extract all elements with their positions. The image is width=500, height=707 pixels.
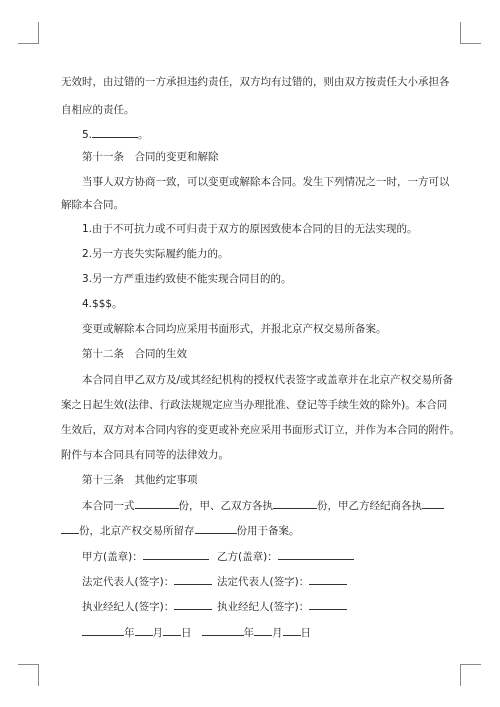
date-month-field[interactable] [254,624,272,636]
article-12-heading: 第十二条 合同的生效 [82,348,187,360]
text-line: 生效后，双方对本合同内容的变更或补充应采用书面形式订立，并作为本合同的附件。 [61,424,460,436]
broker-a-label: 执业经纪人(签字)： [82,601,175,613]
text-line: 附件与本合同具有同等的法律效力。 [61,449,229,461]
item-5-end: 。 [138,129,149,141]
blank-field[interactable] [61,522,79,534]
blank-field[interactable] [135,497,179,509]
item-5-number: 5. [82,129,93,141]
crop-mark-br-h [460,664,481,665]
crop-mark-tl-v [38,22,39,44]
signature-field[interactable] [174,573,212,585]
list-item: 2.另一方丧失实际履约能力的。 [82,248,229,260]
rep-a-sign [82,573,212,589]
date-month-label: 月 [152,627,163,639]
broker-a-sign [82,598,212,614]
rep-b-label: 法定代表人(签字)： [217,576,310,588]
date-year-label: 年 [243,627,254,639]
date-day-label: 日 [300,627,311,639]
signature-field[interactable] [143,548,209,560]
blank-field[interactable] [273,497,317,509]
text-line: 当事人双方协商一致，可以变更或解除本合同。发生下列情况之一时，一方可以 [82,176,450,188]
article-13-heading: 第十三条 其他约定事项 [82,474,198,486]
blank-field[interactable] [422,497,444,509]
copies-text: 份，北京产权交易所留存 [79,525,195,537]
broker-b-sign [217,598,347,614]
date-month-field[interactable] [135,624,153,636]
blank-field[interactable] [92,126,138,138]
date-day-label: 日 [181,627,192,639]
crop-mark-br-v [460,664,461,686]
crop-mark-bl-v [38,664,39,686]
blank-field[interactable] [195,522,237,534]
copies-text: 本合同一式 [82,500,135,512]
text-line: 本合同自甲乙双方及/或其经纪机构的授权代表签字或盖章并在北京产权交易所备 [82,374,454,386]
copies-text: 份，甲乙方经纪商各执 [317,500,422,512]
signature-field[interactable] [278,548,354,560]
copies-line-1 [82,497,444,513]
party-a-seal [82,548,209,564]
crop-mark-tl-h [18,43,39,44]
list-item: 1.由于不可抗力或不可归责于双方的原因致使本合同的目的无法实现的。 [82,223,418,235]
article-11-heading: 第十一条 合同的变更和解除 [82,151,219,163]
item-5-line [82,126,149,142]
text-line: 案之日起生效(法律、行政法规规定应当办理批准、登记等手续生效的除外)。本合同 [61,399,448,411]
party-b-seal [217,548,354,564]
signature-field[interactable] [174,598,212,610]
text-line: 解除本合同。 [61,199,124,211]
signature-field[interactable] [309,598,347,610]
party-a-label: 甲方(盖章)： [82,551,143,563]
party-b-label: 乙方(盖章)： [217,551,278,563]
text-line: 无效时，由过错的一方承担违约责任，双方均有过错的，则由双方按责任大小承担各 [61,76,450,88]
date-day-field[interactable] [163,624,181,636]
date-year-label: 年 [124,627,135,639]
text-line: 变更或解除本合同均应采用书面形式，并报北京产权交易所备案。 [82,323,387,335]
copies-text: 份，甲、乙双方各执 [178,500,273,512]
text-line: 自相应的责任。 [61,104,135,116]
date-day-field[interactable] [283,624,301,636]
list-item: 3.另一方严重违约致使不能实现合同目的的。 [82,273,292,285]
crop-mark-bl-h [18,664,39,665]
crop-mark-tr-h [460,43,481,44]
rep-a-label: 法定代表人(签字)： [82,576,175,588]
broker-b-label: 执业经纪人(签字)： [217,601,310,613]
date-line [82,624,311,640]
copies-line-2 [61,522,300,538]
crop-mark-tr-v [460,22,461,44]
date-month-label: 月 [272,627,283,639]
date-year-field[interactable] [202,624,244,636]
rep-b-sign [217,573,347,589]
list-item: 4.$$$。 [82,298,123,310]
date-year-field[interactable] [82,624,124,636]
copies-text: 份用于备案。 [236,525,300,537]
signature-field[interactable] [309,573,347,585]
